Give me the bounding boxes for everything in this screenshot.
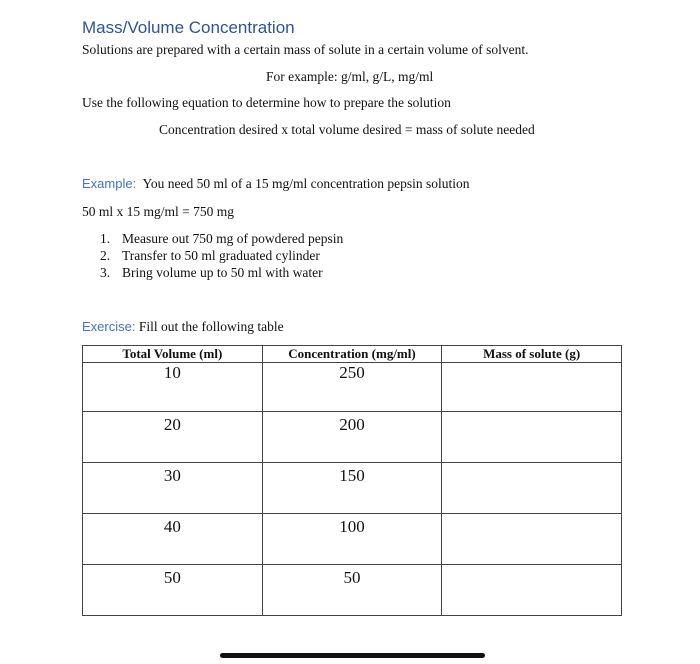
cell-value: 30 bbox=[163, 466, 181, 485]
cell-value: 200 bbox=[339, 415, 365, 434]
page-title: Mass/Volume Concentration bbox=[82, 18, 295, 37]
cell-volume bbox=[83, 565, 263, 616]
step-number: 3. bbox=[100, 265, 111, 280]
cell-mass bbox=[442, 565, 622, 616]
table-row bbox=[83, 463, 622, 514]
cell-concentration bbox=[262, 463, 442, 514]
table-header-row bbox=[83, 346, 622, 363]
cell-value: 20 bbox=[163, 415, 181, 434]
equation-intro: Use the following equation to determine how to prepare the solution bbox=[82, 95, 451, 110]
exercise-table bbox=[82, 345, 622, 616]
cell-mass bbox=[442, 363, 622, 412]
list-item bbox=[100, 230, 343, 247]
cell-value: 10 bbox=[163, 363, 181, 382]
step-number: 1. bbox=[100, 231, 111, 246]
units-example: For example: g/ml, g/L, mg/ml bbox=[266, 69, 434, 84]
step-text: Transfer to 50 ml graduated cylinder bbox=[122, 248, 320, 263]
table-row bbox=[83, 363, 622, 412]
cell-mass bbox=[442, 412, 622, 463]
cell-value: 250 bbox=[339, 363, 365, 382]
cell-mass bbox=[442, 514, 622, 565]
table-row bbox=[83, 565, 622, 616]
header-concentration: Concentration (mg/ml) bbox=[262, 346, 442, 363]
cell-volume bbox=[83, 463, 263, 514]
step-text: Measure out 750 mg of powdered pepsin bbox=[122, 231, 344, 246]
example-line bbox=[82, 175, 470, 192]
cell-value bbox=[442, 514, 621, 517]
header-mass-of-solute: Mass of solute (g) bbox=[442, 346, 622, 363]
cell-value bbox=[442, 463, 621, 466]
exercise-text: Fill out the following table bbox=[138, 319, 284, 334]
step-text: Bring volume up to 50 ml with water bbox=[122, 265, 323, 280]
exercise-line bbox=[82, 318, 284, 335]
cell-value: 150 bbox=[339, 466, 365, 485]
cell-concentration bbox=[262, 565, 442, 616]
equation: Concentration desired x total volume desired = mass of solute needed bbox=[159, 122, 535, 137]
cell-volume bbox=[83, 412, 263, 463]
cell-value bbox=[442, 412, 621, 415]
cell-value bbox=[442, 565, 621, 568]
cell-value: 40 bbox=[163, 517, 181, 536]
exercise-label: Exercise: bbox=[82, 319, 136, 334]
step-number: 2. bbox=[100, 248, 111, 263]
cell-concentration bbox=[262, 412, 442, 463]
list-item bbox=[100, 264, 343, 281]
list-item bbox=[100, 247, 343, 264]
example-text: You need 50 ml of a 15 mg/ml concentration pepsin solution bbox=[142, 176, 470, 191]
cell-concentration bbox=[262, 363, 442, 412]
cell-mass bbox=[442, 463, 622, 514]
table-row bbox=[83, 412, 622, 463]
cell-volume bbox=[83, 514, 263, 565]
home-indicator[interactable] bbox=[220, 653, 485, 658]
header-total-volume: Total Volume (ml) bbox=[83, 346, 263, 363]
example-calculation: 50 ml x 15 mg/ml = 750 mg bbox=[82, 204, 234, 219]
example-label: Example: bbox=[82, 176, 137, 191]
table-row bbox=[83, 514, 622, 565]
cell-concentration bbox=[262, 514, 442, 565]
cell-value: 50 bbox=[163, 568, 181, 587]
cell-volume bbox=[83, 363, 263, 412]
steps-list bbox=[100, 230, 343, 281]
intro-text: Solutions are prepared with a certain mass of solute in a certain volume of solvent. bbox=[82, 42, 529, 57]
cell-value: 100 bbox=[339, 517, 365, 536]
cell-value: 50 bbox=[343, 568, 361, 587]
